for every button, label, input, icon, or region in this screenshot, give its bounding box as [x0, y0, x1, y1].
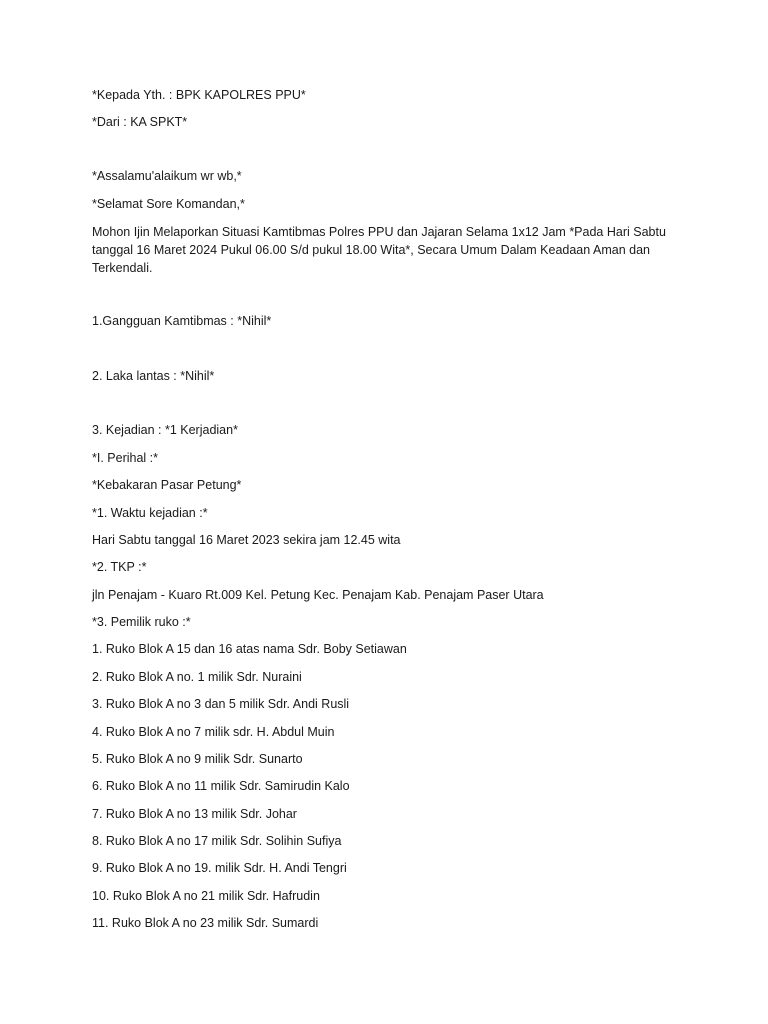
- owner-item: 5. Ruko Blok A no 9 milik Sdr. Sunarto: [92, 752, 303, 766]
- owner-item: 10. Ruko Blok A no 21 milik Sdr. Hafrudin: [92, 889, 320, 903]
- owner-item: 2. Ruko Blok A no. 1 milik Sdr. Nuraini: [92, 670, 302, 684]
- owner-item: 4. Ruko Blok A no 7 milik sdr. H. Abdul Muin: [92, 725, 335, 739]
- tkp-value: jln Penajam - Kuaro Rt.009 Kel. Petung Kec. Penajam Kab. Penajam Paser Utara: [92, 588, 544, 602]
- header-from: *Dari : KA SPKT*: [92, 115, 188, 129]
- owner-item: 9. Ruko Blok A no 19. milik Sdr. H. Andi Tengri: [92, 861, 347, 875]
- owner-item: 8. Ruko Blok A no 17 milik Sdr. Solihin Sufiya: [92, 834, 342, 848]
- section-kejadian: 3. Kejadian : *1 Kerjadian*: [92, 423, 238, 437]
- perihal-value: *Kebakaran Pasar Petung*: [92, 478, 242, 492]
- owner-item: 3. Ruko Blok A no 3 dan 5 milik Sdr. Andi Rusli: [92, 697, 350, 711]
- greeting: *Assalamu'alaikum wr wb,*: [92, 169, 242, 183]
- owner-item: 6. Ruko Blok A no 11 milik Sdr. Samirudin Kalo: [92, 779, 350, 793]
- waktu-label: *1. Waktu kejadian :*: [92, 506, 208, 520]
- section-laka-lantas: 2. Laka lantas : *Nihil*: [92, 369, 215, 383]
- section-gangguan-kamtibmas: 1.Gangguan Kamtibmas : *Nihil*: [92, 314, 272, 328]
- owner-item: 7. Ruko Blok A no 13 milik Sdr. Johar: [92, 807, 297, 821]
- pemilik-label: *3. Pemilik ruko :*: [92, 615, 191, 629]
- owner-item: 1. Ruko Blok A 15 dan 16 atas nama Sdr. Boby Setiawan: [92, 642, 407, 656]
- header-to: *Kepada Yth. : BPK KAPOLRES PPU*: [92, 88, 306, 102]
- salutation: *Selamat Sore Komandan,*: [92, 197, 245, 211]
- waktu-value: Hari Sabtu tanggal 16 Maret 2023 sekira jam 12.45 wita: [92, 533, 401, 547]
- perihal-label: *I. Perihal :*: [92, 451, 159, 465]
- owner-item: 11. Ruko Blok A no 23 milik Sdr. Sumardi: [92, 916, 319, 930]
- tkp-label: *2. TKP :*: [92, 560, 147, 574]
- intro-paragraph: Mohon Ijin Melaporkan Situasi Kamtibmas Polres PPU dan Jajaran Selama 1x12 Jam *Pada Hari Sabtu tanggal 16 Maret 2024 Pukul 06.00 S/d pukul 18.00 Wita*, Secara Umum Dalam Keadaan Aman dan Terkendali.: [92, 225, 666, 275]
